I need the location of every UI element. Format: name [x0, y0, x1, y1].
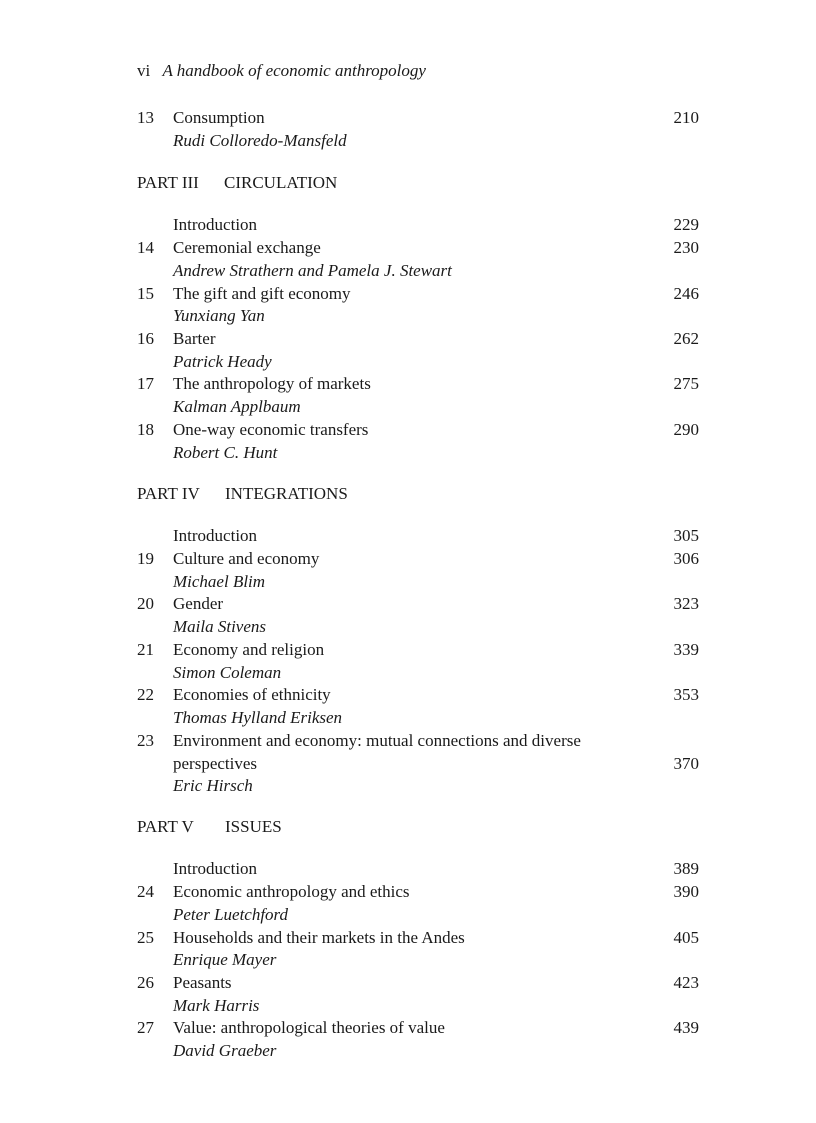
- page-number: 339: [673, 640, 699, 659]
- toc-entry-18: [0, 418, 816, 441]
- chapter-author: Eric Hirsch: [173, 776, 253, 795]
- page-number: 230: [673, 238, 699, 257]
- chapter-title: The anthropology of markets: [173, 374, 371, 393]
- chapter-author: Maila Stivens: [173, 617, 267, 636]
- toc-author-21: [0, 661, 816, 684]
- toc-entry-13: [0, 106, 816, 129]
- toc-author-27: [0, 1039, 816, 1062]
- toc-entry-15: [0, 282, 816, 305]
- toc-intro-part4: [0, 524, 816, 547]
- page-number: 370: [673, 754, 699, 773]
- page-number: 353: [673, 685, 699, 704]
- chapter-number: 15: [137, 284, 154, 303]
- part-heading-5: [0, 815, 816, 838]
- page-number: 306: [673, 549, 699, 568]
- page-number: 323: [673, 594, 699, 613]
- part-title: ISSUES: [225, 817, 282, 836]
- toc-author-23: [0, 774, 816, 797]
- toc-entry-20: [0, 592, 816, 615]
- part-label: PART IV: [137, 484, 200, 503]
- chapter-title: One-way economic transfers: [173, 420, 369, 439]
- chapter-number: 23: [137, 731, 154, 750]
- page-number: 210: [673, 108, 699, 127]
- intro-title: Introduction: [173, 859, 258, 878]
- toc-author-24: [0, 903, 816, 926]
- chapter-author: Robert C. Hunt: [173, 443, 278, 462]
- toc-entry-23: [0, 729, 816, 752]
- chapter-author: Patrick Heady: [173, 352, 272, 371]
- toc-intro-part5: [0, 857, 816, 880]
- chapter-title: Consumption: [173, 108, 265, 127]
- toc-entry-14: [0, 236, 816, 259]
- chapter-number: 21: [137, 640, 154, 659]
- chapter-author: David Graeber: [173, 1041, 277, 1060]
- chapter-number: 18: [137, 420, 154, 439]
- toc-entry-22: [0, 683, 816, 706]
- page-number: 305: [673, 526, 699, 545]
- chapter-author: Andrew Strathern and Pamela J. Stewart: [173, 261, 452, 280]
- chapter-number: 25: [137, 928, 154, 947]
- chapter-number: 14: [137, 238, 154, 257]
- chapter-title: Households and their markets in the Andes: [173, 928, 465, 947]
- chapter-number: 20: [137, 594, 154, 613]
- part-title: INTEGRATIONS: [225, 484, 348, 503]
- toc-author-14: [0, 259, 816, 282]
- page-number: 262: [673, 329, 699, 348]
- chapter-author: Rudi Colloredo-Mansfeld: [173, 131, 347, 150]
- page-number: 275: [673, 374, 699, 393]
- toc-entry-19: [0, 547, 816, 570]
- chapter-author: Kalman Applbaum: [173, 397, 301, 416]
- chapter-number: 19: [137, 549, 154, 568]
- intro-title: Introduction: [173, 215, 258, 234]
- chapter-title: Value: anthropological theories of value: [173, 1018, 445, 1037]
- chapter-author: Peter Luetchford: [173, 905, 289, 924]
- toc-entry-23-cont: [0, 752, 816, 775]
- toc-author-16: [0, 350, 816, 373]
- toc-author-19: [0, 570, 816, 593]
- book-title: A handbook of economic anthropology: [162, 61, 426, 80]
- part-label: PART V: [137, 817, 194, 836]
- toc-author-17: [0, 395, 816, 418]
- intro-title: Introduction: [173, 526, 258, 545]
- toc-entry-21: [0, 638, 816, 661]
- chapter-author: Thomas Hylland Eriksen: [173, 708, 343, 727]
- chapter-number: 26: [137, 973, 154, 992]
- toc-entry-27: [0, 1016, 816, 1039]
- toc-author-26: [0, 994, 816, 1017]
- page-number: 390: [673, 882, 699, 901]
- chapter-title: Ceremonial exchange: [173, 238, 321, 257]
- part-heading-3: [0, 171, 816, 194]
- page-number: 290: [673, 420, 699, 439]
- chapter-author: Mark Harris: [173, 996, 260, 1015]
- part-title: CIRCULATION: [224, 173, 338, 192]
- page-number: 439: [673, 1018, 699, 1037]
- running-head: [137, 61, 426, 81]
- chapter-number: 27: [137, 1018, 154, 1037]
- part-heading-4: [0, 482, 816, 505]
- page-number: 389: [673, 859, 699, 878]
- chapter-title-line1: Environment and economy: mutual connections and diverse: [173, 731, 581, 750]
- chapter-title-line2: perspectives: [173, 754, 258, 773]
- page-number: 405: [673, 928, 699, 947]
- toc-intro-part3: [0, 213, 816, 236]
- toc-author-15: [0, 304, 816, 327]
- toc-entry-24: [0, 880, 816, 903]
- chapter-author: Yunxiang Yan: [173, 306, 265, 325]
- toc-author-25: [0, 948, 816, 971]
- page-number: 229: [673, 215, 699, 234]
- toc-entry-17: [0, 372, 816, 395]
- toc-entry-26: [0, 971, 816, 994]
- chapter-title: Economies of ethnicity: [173, 685, 331, 704]
- part-label: PART III: [137, 173, 199, 192]
- chapter-number: 17: [137, 374, 154, 393]
- chapter-number: 16: [137, 329, 154, 348]
- chapter-author: Michael Blim: [173, 572, 266, 591]
- chapter-title: The gift and gift economy: [173, 284, 351, 303]
- chapter-title: Economy and religion: [173, 640, 325, 659]
- chapter-number: 22: [137, 685, 154, 704]
- toc-author-20: [0, 615, 816, 638]
- chapter-title: Culture and economy: [173, 549, 320, 568]
- page-folio: vi: [137, 61, 151, 80]
- chapter-title: Gender: [173, 594, 224, 613]
- chapter-author: Enrique Mayer: [173, 950, 277, 969]
- chapter-number: 24: [137, 882, 154, 901]
- chapter-title: Peasants: [173, 973, 232, 992]
- toc-entry-16: [0, 327, 816, 350]
- toc-author-18: [0, 441, 816, 464]
- page-number: 423: [673, 973, 699, 992]
- toc-author-13: [0, 129, 816, 152]
- chapter-title: Economic anthropology and ethics: [173, 882, 410, 901]
- toc-author-22: [0, 706, 816, 729]
- toc-entry-25: [0, 926, 816, 949]
- page-number: 246: [673, 284, 699, 303]
- chapter-title: Barter: [173, 329, 216, 348]
- chapter-author: Simon Coleman: [173, 663, 282, 682]
- chapter-number: 13: [137, 108, 154, 127]
